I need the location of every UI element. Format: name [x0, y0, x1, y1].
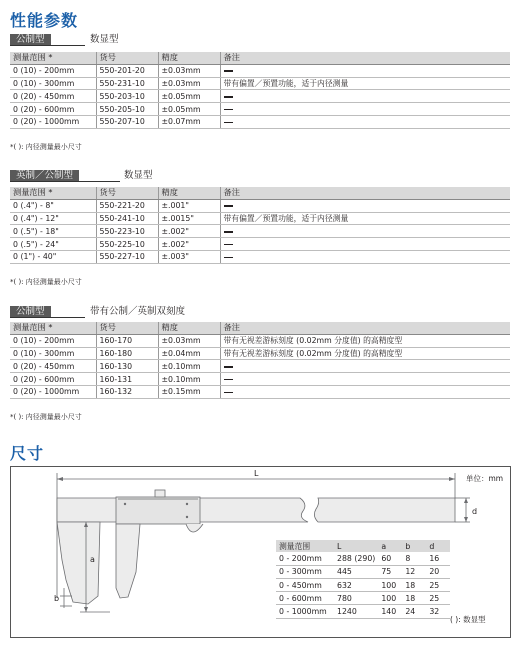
- column-header: 货号: [96, 52, 158, 64]
- table-cell: ±0.07mm: [158, 115, 220, 128]
- table-cell: ±0.15mm: [158, 385, 220, 398]
- table-cell: 带有偏置／预置功能，适于内径测量: [220, 77, 510, 90]
- table-cell: 0 (.5") - 24": [10, 238, 96, 251]
- table-cell: 1240: [334, 605, 378, 618]
- column-header: 测量范围: [276, 540, 334, 552]
- table-cell: 550-223-10: [96, 225, 158, 238]
- table-cell: 0 (10) - 200mm: [10, 64, 96, 77]
- column-header: 备注: [220, 52, 510, 64]
- table-cell: 0 (1") - 40": [10, 250, 96, 263]
- table-cell: 8: [402, 552, 426, 565]
- table-cell: 100: [378, 592, 402, 605]
- table-cell: ±.003": [158, 250, 220, 263]
- table-cell: 0 - 200mm: [276, 552, 334, 565]
- table-cell: 0 (10) - 200mm: [10, 334, 96, 347]
- section-tag: 英制／公制型: [10, 170, 79, 182]
- table-cell: 24: [402, 605, 426, 618]
- section-subtitle: 带有公制／英制双刻度: [90, 306, 186, 317]
- table-cell: 0 (20) - 1000mm: [10, 115, 96, 128]
- dimension-label-b: b: [54, 594, 60, 603]
- table-cell: 0 (.5") - 18": [10, 225, 96, 238]
- table-cell: 0 (.4") - 12": [10, 212, 96, 225]
- column-header: 精度: [158, 52, 220, 64]
- column-header: 备注: [220, 322, 510, 334]
- table-cell: ±0.10mm: [158, 360, 220, 373]
- table-cell: 18: [402, 578, 426, 591]
- table-cell: ±.0015": [158, 212, 220, 225]
- dimensions-table: [276, 540, 450, 619]
- table-cell: 25: [426, 592, 450, 605]
- table-row: [276, 552, 450, 565]
- column-header: 测量范围 *: [10, 52, 96, 64]
- table-row: [276, 592, 450, 605]
- table-cell: 0 (20) - 450mm: [10, 90, 96, 103]
- table-cell: 0 (10) - 300mm: [10, 347, 96, 360]
- table-cell: ±.002": [158, 238, 220, 251]
- section-subtitle: 数显型: [124, 170, 153, 181]
- table-cell: 带有无视差游标刻度 (0.02mm 分度值) 的高精度型: [220, 347, 510, 360]
- table-cell: 100: [378, 578, 402, 591]
- table-cell: 160-131: [96, 373, 158, 386]
- table-cell: ±0.04mm: [158, 347, 220, 360]
- table-cell: 550-241-10: [96, 212, 158, 225]
- table-cell: 160-180: [96, 347, 158, 360]
- section-subtitle: 数显型: [90, 34, 119, 45]
- table-cell: ±0.03mm: [158, 64, 220, 77]
- table-footnote: *( ): 内径测量最小尺寸: [10, 413, 82, 421]
- unit-label: 单位：mm: [466, 474, 504, 483]
- column-header: 测量范围 *: [10, 322, 96, 334]
- table-cell: 带有无视差游标刻度 (0.02mm 分度值) 的高精度型: [220, 334, 510, 347]
- table-cell: 0 (20) - 450mm: [10, 360, 96, 373]
- table-cell: ±.001": [158, 199, 220, 212]
- table-cell: 75: [378, 565, 402, 578]
- column-header: 精度: [158, 187, 220, 199]
- table-cell: ±.002": [158, 225, 220, 238]
- table-cell: 160-130: [96, 360, 158, 373]
- table-cell: ±0.05mm: [158, 90, 220, 103]
- table-cell: 140: [378, 605, 402, 618]
- section-tag: 公制型: [10, 306, 51, 318]
- dimension-label-a: a: [90, 555, 95, 564]
- column-header: L: [334, 540, 378, 552]
- table-cell: 18: [402, 592, 426, 605]
- table-cell: 160-170: [96, 334, 158, 347]
- table-cell: 632: [334, 578, 378, 591]
- table-cell: 0 - 600mm: [276, 592, 334, 605]
- table-cell: 带有偏置／预置功能，适于内径测量: [220, 212, 510, 225]
- table-cell: 445: [334, 565, 378, 578]
- table-cell: 16: [426, 552, 450, 565]
- column-header: 精度: [158, 322, 220, 334]
- column-header: 货号: [96, 322, 158, 334]
- column-header: 备注: [220, 187, 510, 199]
- table-row: [276, 578, 450, 591]
- table-cell: 0 (20) - 600mm: [10, 103, 96, 116]
- dimensions-title: 尺寸: [10, 444, 45, 463]
- table-cell: ±0.03mm: [158, 77, 220, 90]
- dimension-label-d: d: [472, 507, 478, 516]
- table-cell: 288 (290): [334, 552, 378, 565]
- table-cell: 0 (10) - 300mm: [10, 77, 96, 90]
- table-cell: 0 (20) - 1000mm: [10, 385, 96, 398]
- table-cell: 0 - 1000mm: [276, 605, 334, 618]
- column-header: a: [378, 540, 402, 552]
- table-cell: 550-221-20: [96, 199, 158, 212]
- column-header: d: [426, 540, 450, 552]
- column-header: 测量范围 *: [10, 187, 96, 199]
- dimension-label-L: L: [254, 469, 259, 478]
- table-cell: ±0.10mm: [158, 373, 220, 386]
- table-cell: ±0.03mm: [158, 334, 220, 347]
- table-cell: ±0.05mm: [158, 103, 220, 116]
- table-cell: 0 (20) - 600mm: [10, 373, 96, 386]
- table-cell: 780: [334, 592, 378, 605]
- table-cell: 160-132: [96, 385, 158, 398]
- table-header-row: [276, 540, 450, 552]
- table-row: [276, 565, 450, 578]
- table-cell: 60: [378, 552, 402, 565]
- column-header: b: [402, 540, 426, 552]
- table-cell: 550-227-10: [96, 250, 158, 263]
- table-footnote: *( ): 内径测量最小尺寸: [10, 143, 82, 151]
- table-cell: 25: [426, 578, 450, 591]
- table-cell: 20: [426, 565, 450, 578]
- section-tag: 公制型: [10, 34, 51, 46]
- table-cell: 550-225-10: [96, 238, 158, 251]
- table-row: [276, 605, 450, 618]
- column-header: 货号: [96, 187, 158, 199]
- table-cell: 0 (.4") - 8": [10, 199, 96, 212]
- table-cell: 550-203-10: [96, 90, 158, 103]
- table-cell: 0 - 450mm: [276, 578, 334, 591]
- table-cell: 550-231-10: [96, 77, 158, 90]
- table-cell: 550-207-10: [96, 115, 158, 128]
- table-cell: 12: [402, 565, 426, 578]
- page-title: 性能参数: [10, 11, 79, 30]
- table-cell: 550-201-20: [96, 64, 158, 77]
- table-cell: 32: [426, 605, 450, 618]
- table-cell: 0 - 300mm: [276, 565, 334, 578]
- table-cell: 550-205-10: [96, 103, 158, 116]
- table-footnote: *( ): 内径测量最小尺寸: [10, 278, 82, 286]
- dimensions-footnote: ( ): 数显型: [450, 615, 486, 624]
